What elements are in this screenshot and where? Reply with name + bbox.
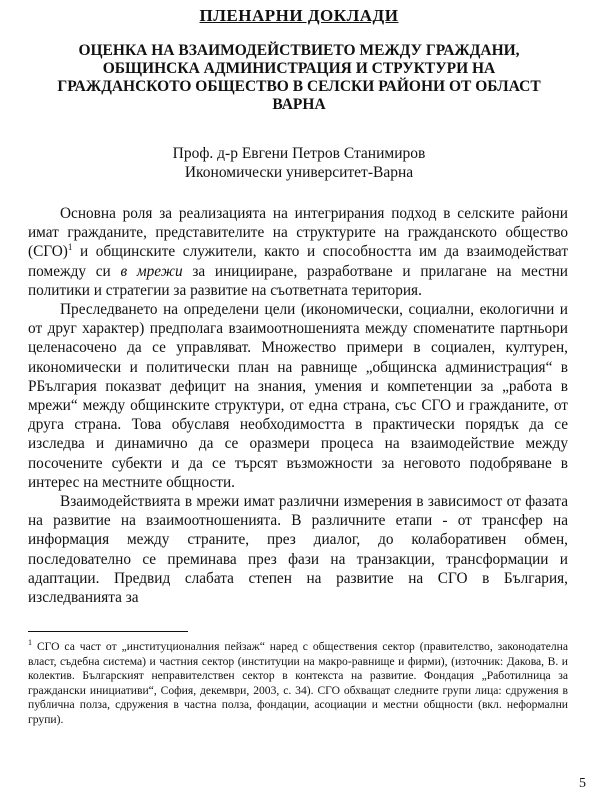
paragraph-1-text-c: за иницииране, разработване и прилагане на местни политики и стратегии за развитие на съответната територия. — [28, 262, 568, 299]
footnote — [28, 640, 568, 728]
footnote-number: 1 — [28, 638, 32, 648]
paragraph-2: Преследването на определени цели (икономически, социални, екологични и от друг характер) предполага взаимоотношенията между споменатите партньори целенасочено да се управляват. Множество примери в социален, културен, икономически и политически план на равнище „общинска администрация“ в РБългария показват дефицит на знания, умения и компетенции за „работа в мрежи“ между общинските структури, от една страна, със СГО и гражданите, от друга страна. Това обуславя необходимостта в практически порядък да се изследва и динамично да се оразмери процеса на взаимодействие между посочените субекти и да се търсят възможности за неговото подобряване в интерес на местните общности. — [28, 301, 568, 491]
paragraph-3: Взаимодействията в мрежи имат различни измерения в зависимост от фазата на развитие на взаимоотношенията. В различните етапи - от трансфер на информация между страните, през диалог, до колаборативен обмен, последователно се преминава през фази на транзакции, трансформации и адаптации. Предвид слабата степен на развитие на СГО в България, изследванията за — [28, 493, 568, 607]
footnote-divider — [28, 631, 188, 632]
section-title: ПЛЕНАРНИ ДОКЛАДИ — [199, 6, 399, 25]
author-affiliation: Икономически университет-Варна — [184, 164, 414, 181]
paragraph-1-emphasis: в мрежи — [120, 262, 183, 280]
paper-title: ОЦЕНКА НА ВЗАИМОДЕЙСТВИЕТО МЕЖДУ ГРАЖДАНИ, ОБЩИНСКА АДМИНИСТРАЦИЯ И СТРУКТУРИ НА ГРАЖДАНСКОТО ОБЩЕСТВО В СЕЛСКИ РАЙОНИ ОТ ОБЛАСТ ВАРНА — [57, 42, 541, 113]
paragraph-1-text-a: Основна роля за реализацията на интегрирания подход в селските райони имат гражданите, представителите на структурите на гражданското общество (СГО) — [28, 205, 568, 261]
author-name: Проф. д-р Евгени Петров Станимиров — [172, 145, 426, 162]
page-number: 5 — [579, 776, 586, 791]
paragraph-1 — [28, 204, 568, 300]
footnote-text: СГО са част от „институционалния пейзаж“ наред с обществения сектор (правителство, законодателна власт, съдебна система) и частния сектор (институции на макро-равнище и фирми), (източник: Дакова, В. и колектив. Българският неправителствен сектор в контекста на развитие. Фондация „Работилница за граждански инициативи“, София, декември, 2003, с. 34). СГО обхващат следните групи лица: сдружения в публична полза, сдружения в частна полза, фондации, асоциации и местни общности (вкл. неформални групи). — [28, 640, 568, 726]
paragraph-1-text-b: и общинските служители, както и способността им да взаимодействат помежду си — [28, 243, 568, 280]
footnote-reference[interactable]: 1 — [67, 242, 73, 253]
